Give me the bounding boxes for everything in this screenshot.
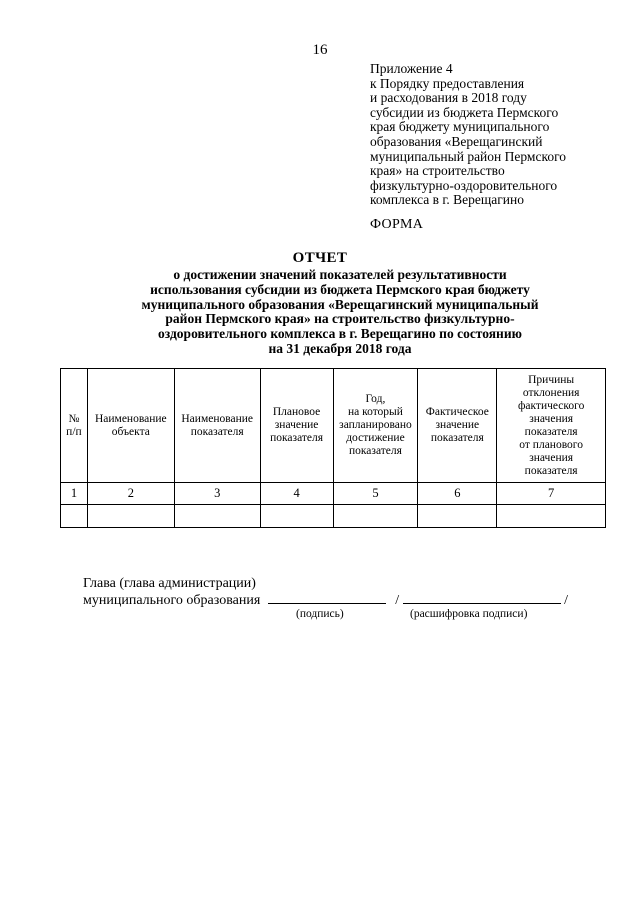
signature-slash: /	[564, 593, 569, 608]
column-number: 3	[174, 483, 260, 505]
subtitle-line: о достижении значений показателей результативности	[173, 267, 507, 282]
appendix-note	[370, 62, 615, 208]
table-cell	[497, 505, 606, 528]
appendix-line: и расходования в 2018 году	[370, 90, 527, 106]
column-number: 5	[333, 483, 418, 505]
subtitle-line: муниципального образования «Верещагинский муниципальный	[141, 296, 539, 312]
report-title: ОТЧЕТ	[292, 250, 348, 266]
table-cell	[174, 505, 260, 528]
table-empty-row	[61, 505, 606, 528]
table-cell	[87, 505, 174, 528]
column-header-target-year: Год, на который запланировано достижение показателя	[333, 369, 418, 483]
signature-line	[268, 591, 386, 604]
appendix-line: муниципальный район Пермского	[370, 148, 567, 164]
table-cell	[333, 505, 418, 528]
report-table	[60, 368, 606, 528]
signature-title-text: муниципального образования	[83, 593, 261, 608]
column-number: 6	[418, 483, 497, 505]
appendix-line: образования «Верещагинский	[370, 133, 543, 149]
appendix-line: к Порядку предоставления	[370, 75, 525, 91]
signature-title-line2	[83, 591, 568, 608]
column-header-actual-value: Фактическое значение показателя	[418, 369, 497, 483]
table-number-row	[61, 483, 606, 505]
signature-decode-line	[403, 591, 561, 604]
subtitle-line: оздоровительного комплекса в г. Верещагино по состоянию	[158, 326, 522, 342]
column-header-object-name: Наименование объекта	[87, 369, 174, 483]
column-header-planned-value: Плановое значение показателя	[260, 369, 333, 483]
page-number: 16	[312, 42, 328, 58]
signature-caption: (подпись)	[296, 608, 344, 620]
table-cell	[418, 505, 497, 528]
subtitle-line: район Пермского края» на строительство физкультурно-	[165, 311, 515, 327]
signature-slash: /	[395, 593, 400, 608]
column-number: 1	[61, 483, 88, 505]
table-header-row	[61, 369, 606, 483]
appendix-line: субсидии из бюджета Пермского	[370, 104, 559, 120]
table-cell	[61, 505, 88, 528]
form-label: ФОРМА	[370, 217, 424, 232]
signature-block	[83, 576, 568, 608]
report-subtitle	[90, 268, 590, 357]
signature-decode-caption: (расшифровка подписи)	[410, 608, 528, 620]
column-number: 7	[497, 483, 606, 505]
appendix-line: физкультурно-оздоровительного	[370, 177, 558, 193]
column-header-deviation-reasons: Причины отклонения фактического значения показателя от планового значения показателя	[497, 369, 606, 483]
appendix-line: Приложение 4	[370, 61, 453, 76]
appendix-line: края бюджету муниципального	[370, 119, 550, 135]
appendix-line: края» на строительство	[370, 163, 505, 179]
subtitle-line: на 31 декабря 2018 года	[268, 340, 412, 356]
subtitle-line: использования субсидии из бюджета Пермского края бюджету	[150, 281, 530, 297]
column-number: 2	[87, 483, 174, 505]
column-number: 4	[260, 483, 333, 505]
appendix-line: комплекса в г. Верещагино	[370, 192, 524, 208]
table-cell	[260, 505, 333, 528]
column-header-number: № п/п	[61, 369, 88, 483]
column-header-indicator-name: Наименование показателя	[174, 369, 260, 483]
signature-title-line1: Глава (глава администрации)	[83, 576, 256, 591]
